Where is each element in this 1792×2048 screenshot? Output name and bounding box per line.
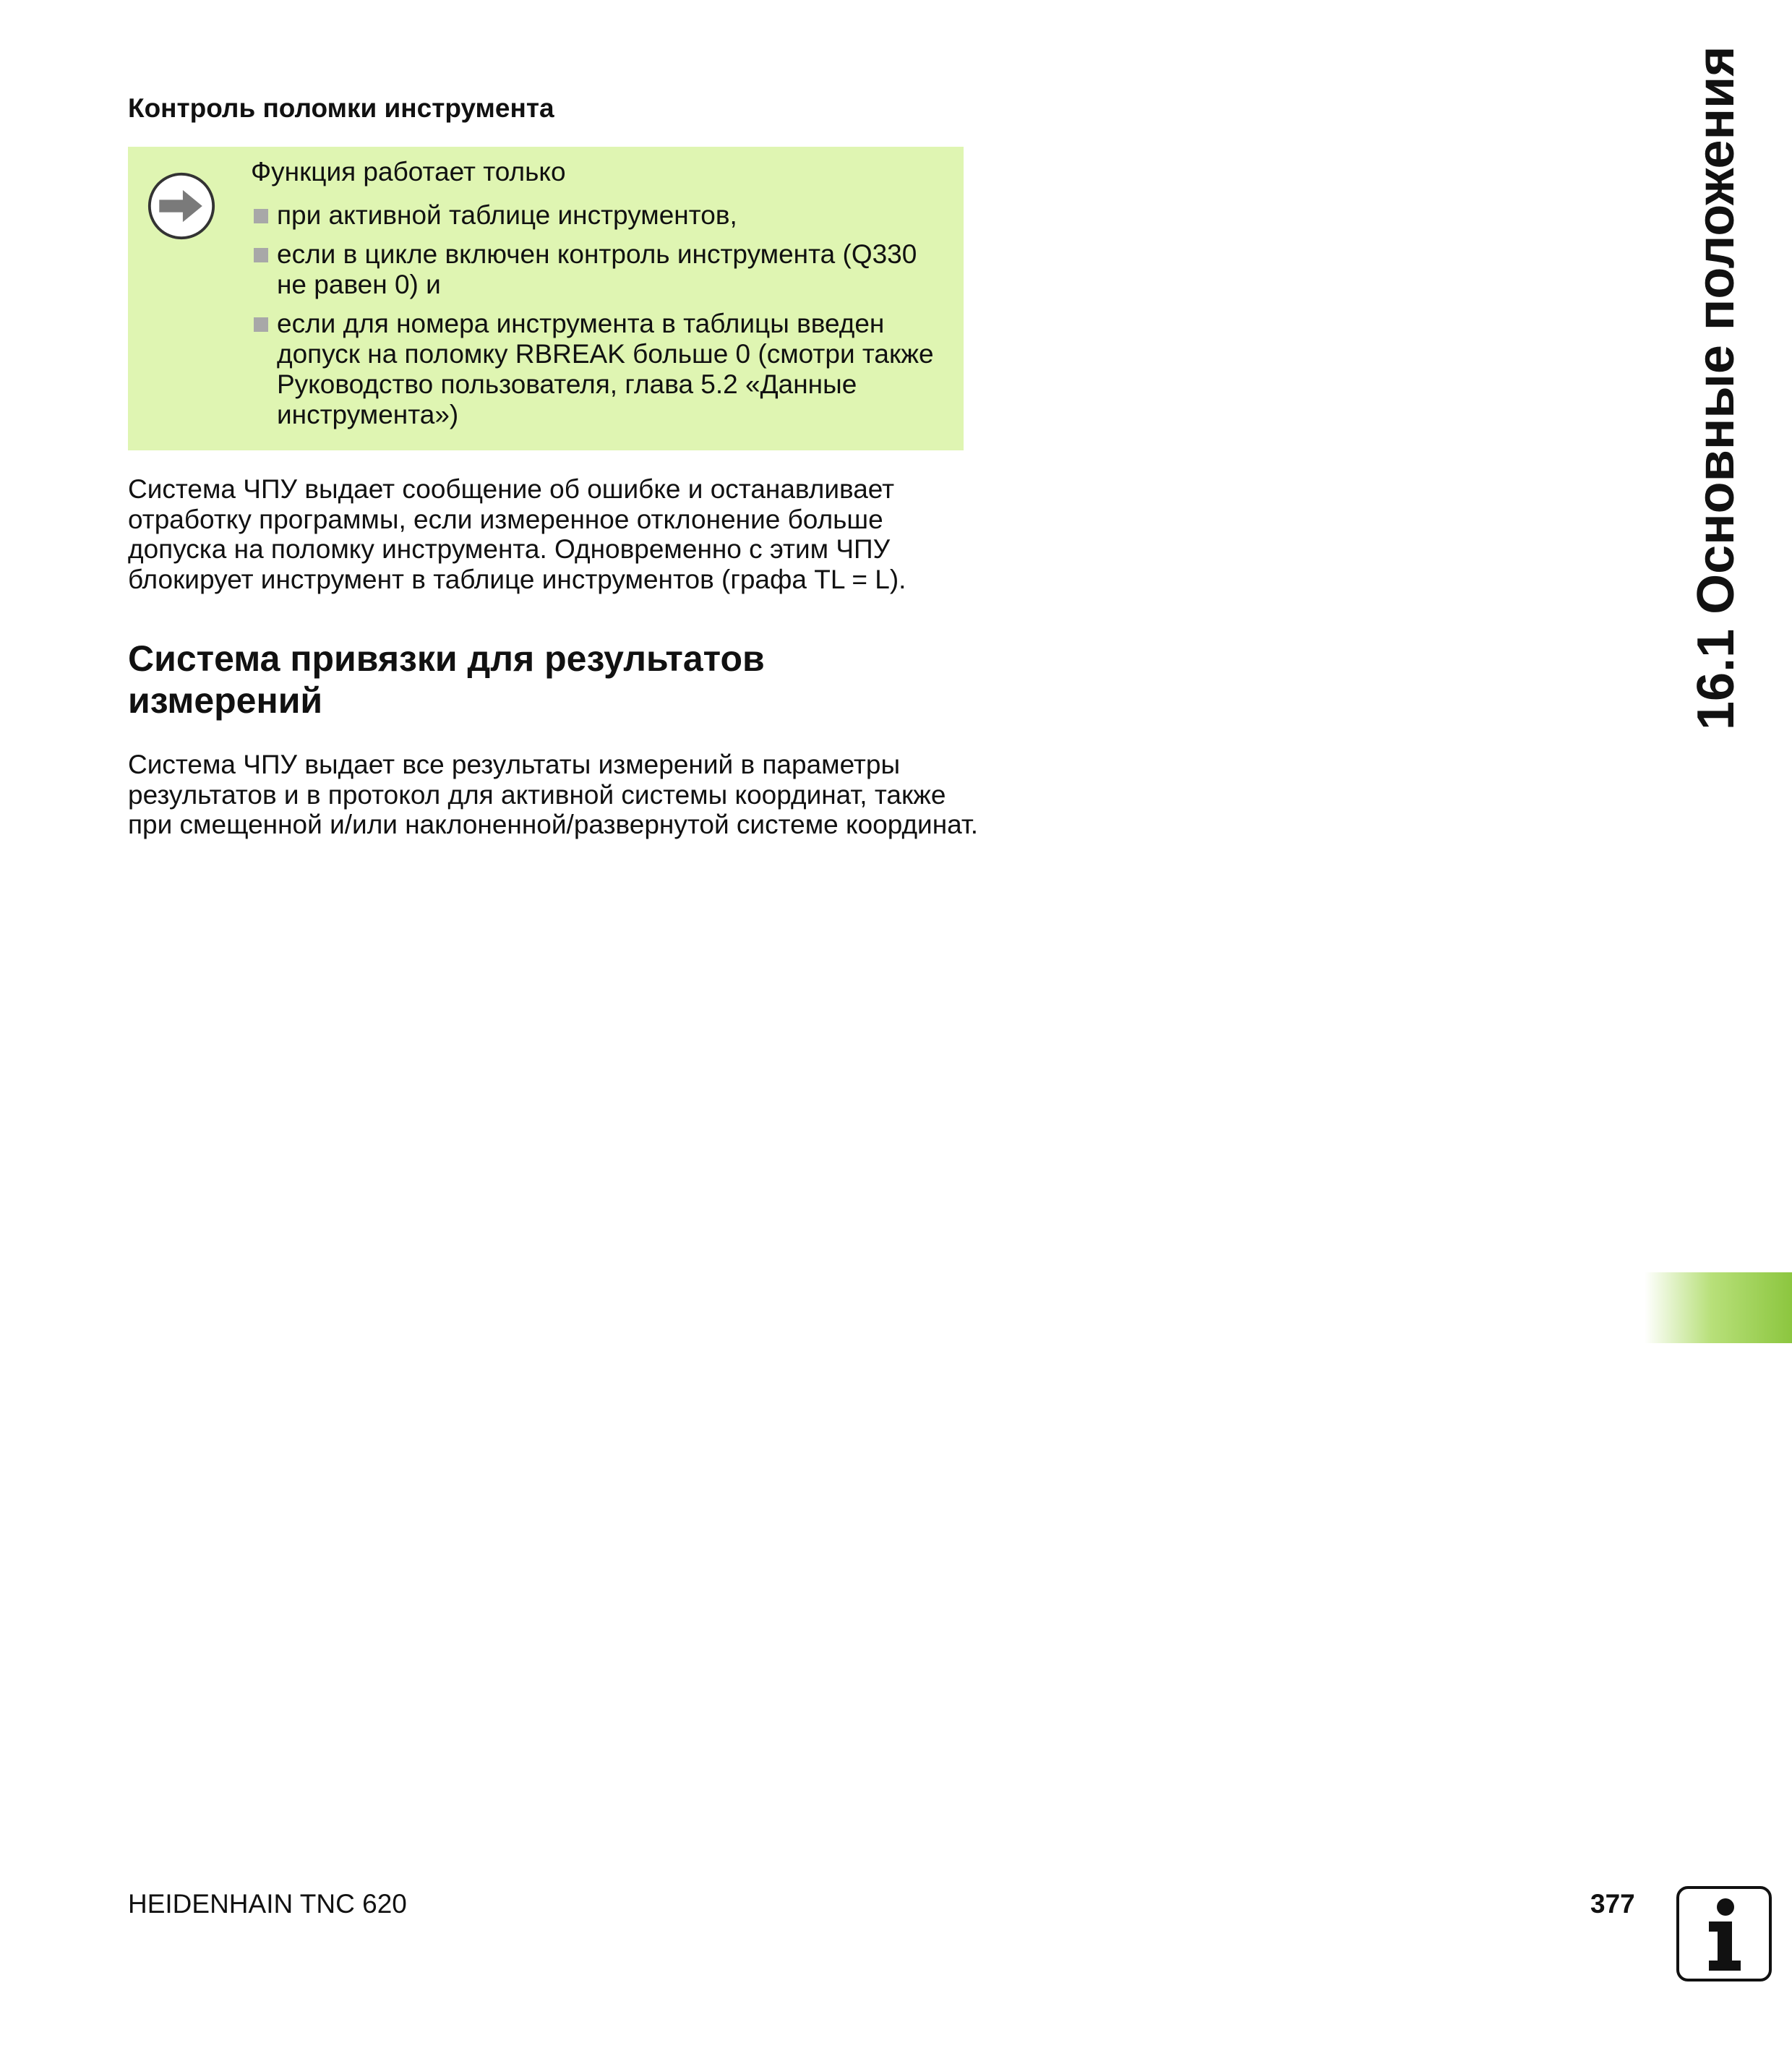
list-item [251,239,945,300]
bullet-square-icon [254,209,268,223]
list-item [251,200,945,231]
page-number: 377 [1590,1889,1635,1919]
chapter-title: 16.1 Основные положения [1687,46,1745,730]
body-paragraph: Система ЧПУ выдает сообщение об ошибке и останавливает отработку программы, если измеренное отклонение больше допуска на поломку инструмента. Одновременно с этим ЧПУ блокирует инструмент в таблице инструментов (графа TL = L). [128,474,906,594]
note-box [128,147,964,450]
section-subhead: Контроль поломки инструмента [128,93,554,123]
info-icon [1676,1885,1772,1982]
chapter-tab-marker [1645,1272,1792,1343]
note-item-text: если в цикле включен контроль инструмента (Q330 не равен 0) и [277,239,917,299]
bullet-square-icon [254,248,268,262]
note-list [251,200,945,430]
body-paragraph: Система ЧПУ выдает все результаты измерений в параметры результатов и в протокол для активной системы координат, также при смещенной и/или наклоненной/развернутой системе координат. [128,750,979,839]
arrow-right-icon [147,171,216,241]
note-intro: Функция работает только [251,157,566,187]
bullet-square-icon [254,317,268,332]
note-item-text: при активной таблице инструментов, [277,200,737,230]
list-item [251,309,945,430]
section-heading: Система привязки для результатов измерений [128,638,765,721]
footer-product: HEIDENHAIN TNC 620 [128,1889,407,1919]
note-content [251,157,945,439]
note-item-text: если для номера инструмента в таблицы введен допуск на поломку RBREAK больше 0 (смотри также Руководство пользователя, глава 5.2 «Данные инструмента») [277,309,934,429]
